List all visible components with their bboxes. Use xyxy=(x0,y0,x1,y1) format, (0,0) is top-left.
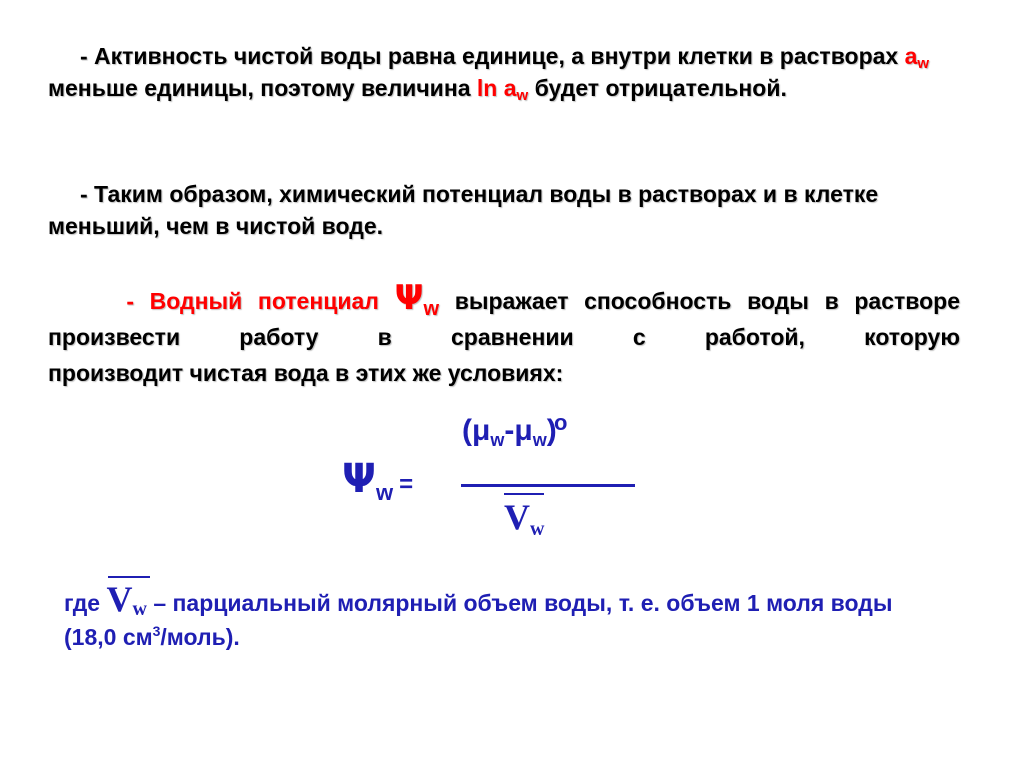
note-v: V xyxy=(106,579,133,619)
para3-text-1: - Водный потенциал xyxy=(126,288,395,314)
num-open: (μ xyxy=(462,414,491,447)
footnote-molar-volume xyxy=(64,579,944,654)
ln-aw-symbol xyxy=(476,75,529,104)
paragraph-water-potential xyxy=(48,280,960,391)
para3-last-line: производит чистая вода в этих же условиях: xyxy=(48,360,564,386)
para3-justified xyxy=(48,280,960,355)
aw-symbol xyxy=(904,43,930,72)
fraction-bar xyxy=(461,484,635,487)
num-sub-1: w xyxy=(490,430,505,450)
para1-text-3: будет отрицательной. xyxy=(528,75,787,101)
ln-aw-sub: w xyxy=(516,87,529,104)
num-minus: -μ xyxy=(504,414,533,447)
aw-sub: w xyxy=(917,55,930,72)
formula-psi-sub: w xyxy=(375,480,394,505)
psi-symbol: Ψ xyxy=(394,278,424,318)
note-sup: 3 xyxy=(152,623,161,639)
ln-aw-a: ln a xyxy=(476,75,517,101)
note-overbar xyxy=(108,576,150,578)
note-text-3: /моль). xyxy=(160,624,240,650)
denominator-overbar xyxy=(504,493,544,495)
formula-equals: = xyxy=(399,471,414,498)
num-close: ) xyxy=(546,414,557,447)
formula-lhs xyxy=(342,456,414,505)
para2-text: - Таким образом, химический потенциал воды в растворах и в клетке меньший, чем в чистой воде. xyxy=(48,181,879,239)
para1-text-1: - Активность чистой воды равна единице, а внутри клетки в растворах xyxy=(79,43,905,69)
formula-psi: Ψ xyxy=(342,456,376,502)
note-text-1: где xyxy=(64,590,107,616)
num-sup-o: o xyxy=(554,410,568,435)
formula-denominator xyxy=(504,496,544,538)
den-v: V xyxy=(504,497,530,537)
para1-text-2: меньше единицы, поэтому величина xyxy=(48,75,477,101)
note-v-sub: w xyxy=(132,598,147,620)
paragraph-water-activity xyxy=(48,40,960,104)
num-sub-2: w xyxy=(532,430,547,450)
formula-numerator xyxy=(462,410,568,450)
psi-sub: w xyxy=(423,298,440,320)
note-text-2: – парциальный молярный объем воды, т. е. объем 1 моля воды (18,0 см xyxy=(64,590,893,650)
aw-a: a xyxy=(904,43,918,69)
paragraph-chemical-potential xyxy=(48,178,960,242)
para3-text-2: выражает способность воды в растворе произвести работу в сравнении с работой, которую xyxy=(48,288,960,350)
den-sub: w xyxy=(530,518,545,540)
